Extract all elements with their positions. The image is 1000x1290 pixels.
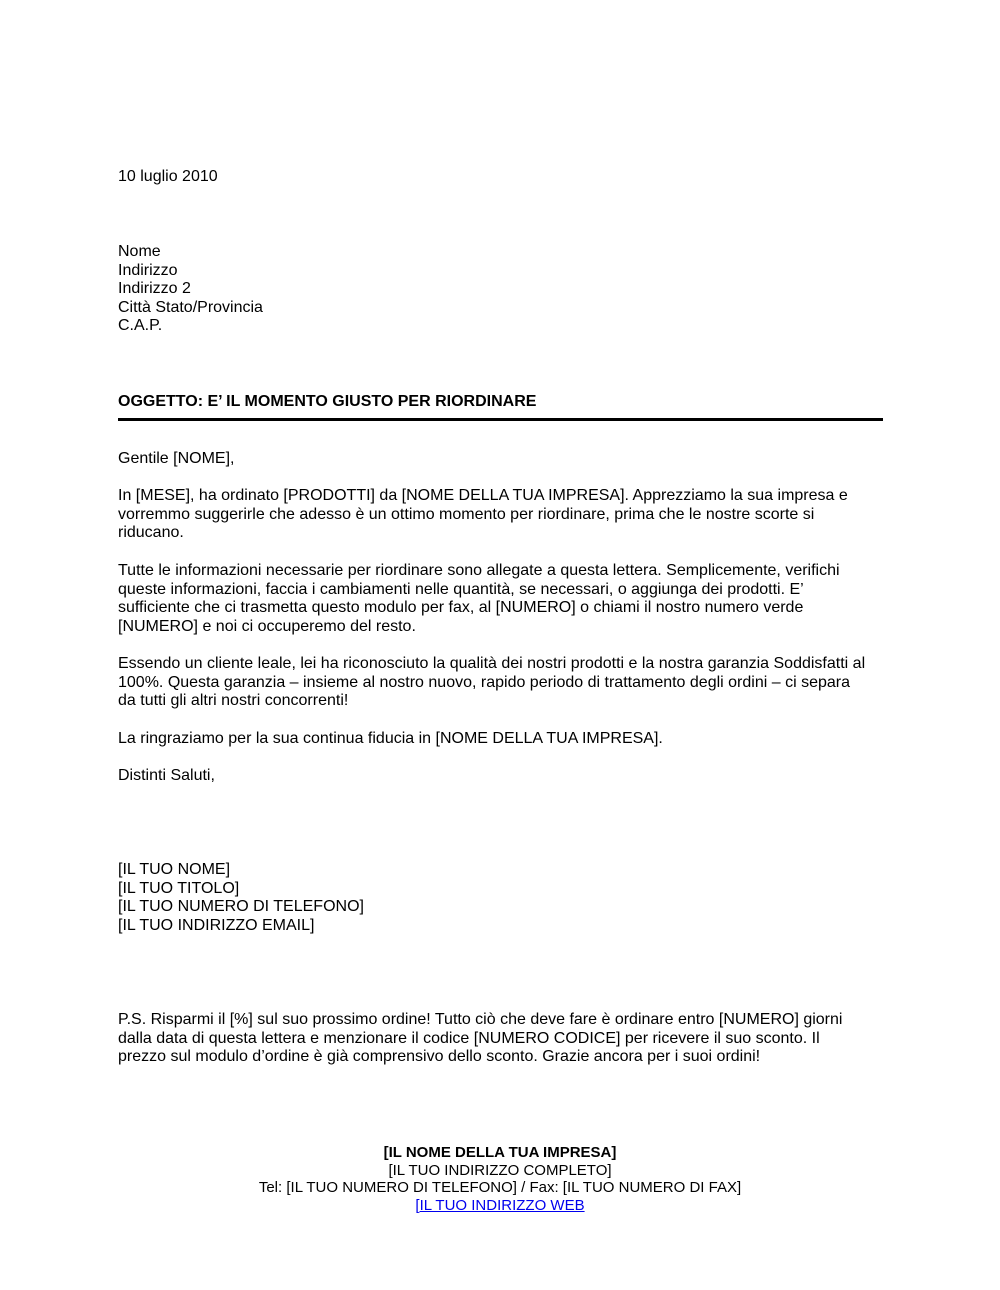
signature-block xyxy=(118,861,884,935)
closing-text: Distinti Saluti, xyxy=(118,767,215,784)
paragraph-line: La ringraziamo per la sua continua fiducia in [NOME DELLA TUA IMPRESA]. xyxy=(118,730,663,747)
postscript-line: dalla data di questa lettera e menzionare il codice [NUMERO CODICE] per ricevere il suo sconto. Il xyxy=(118,1029,820,1047)
paragraph-line: sufficiente che ci trasmetta questo modulo per fax, al [NUMERO] o chiami il nostro numero verde xyxy=(118,599,804,616)
letter-date xyxy=(118,168,884,187)
paragraph-line: Essendo un cliente leale, lei ha riconosciuto la qualità dei nostri prodotti e la nostra garanzia Soddisfatti al xyxy=(118,655,866,672)
recipient-name: Nome xyxy=(118,243,161,260)
recipient-address: Indirizzo xyxy=(118,261,178,279)
signature-phone: [IL TUO NUMERO DI TELEFONO] xyxy=(118,898,364,915)
paragraph-2 xyxy=(118,562,884,636)
signature-name: [IL TUO NOME] xyxy=(118,861,231,878)
paragraph-line: riducano. xyxy=(118,524,184,541)
date-text: 10 luglio 2010 xyxy=(118,168,218,185)
footer-web-wrapper xyxy=(0,1197,1000,1215)
paragraph-line: vorremmo suggerirle che adesso è un ottimo momento per riordinare, prima che le nostre scorte si xyxy=(118,505,815,523)
closing xyxy=(118,767,884,786)
paragraph-line: 100%. Questa garanzia – insieme al nostro nuovo, rapido periodo di trattamento degli ordini – ci separa xyxy=(118,673,850,691)
subject-divider xyxy=(118,418,883,421)
footer-company-name: [IL NOME DELLA TUA IMPRESA] xyxy=(383,1144,617,1161)
paragraph-line: queste informazioni, faccia i cambiamenti nelle quantità, se necessari, o aggiunga dei prodotti. E’ xyxy=(118,580,804,598)
postscript-line: prezzo sul modulo d’ordine è già comprensivo dello sconto. Grazie ancora per i suoi ordini! xyxy=(118,1048,761,1065)
salutation-text: Gentile [NOME], xyxy=(118,450,235,467)
paragraph-line: In [MESE], ha ordinato [PRODOTTI] da [NOME DELLA TUA IMPRESA]. Apprezziamo la sua impresa e xyxy=(118,487,848,504)
recipient-block xyxy=(118,243,884,336)
letterhead-footer xyxy=(0,1144,1000,1215)
footer-web-link[interactable]: [IL TUO INDIRIZZO WEB xyxy=(415,1197,585,1215)
recipient-address-2: Indirizzo 2 xyxy=(118,280,191,297)
paragraph-line: da tutti gli altri nostri concorrenti! xyxy=(118,692,349,709)
signature-title: [IL TUO TITOLO] xyxy=(118,879,240,897)
salutation xyxy=(118,450,884,469)
paragraph-1 xyxy=(118,487,884,543)
paragraph-4 xyxy=(118,730,884,749)
signature-email: [IL TUO INDIRIZZO EMAIL] xyxy=(118,916,315,934)
recipient-postal-code: C.A.P. xyxy=(118,317,163,334)
footer-address: [IL TUO INDIRIZZO COMPLETO] xyxy=(388,1161,612,1179)
postscript xyxy=(118,1011,884,1067)
footer-contacts: Tel: [IL TUO NUMERO DI TELEFONO] / Fax: [IL TUO NUMERO DI FAX] xyxy=(258,1179,742,1197)
paragraph-line: Tutte le informazioni necessarie per riordinare sono allegate a questa lettera. Semplicemente, verifichi xyxy=(118,562,840,579)
paragraph-line: [NUMERO] e noi ci occuperemo del resto. xyxy=(118,617,416,635)
subject-line xyxy=(118,393,884,412)
subject-text: OGGETTO: E’ IL MOMENTO GIUSTO PER RIORDINARE xyxy=(118,393,537,410)
recipient-city-state: Città Stato/Provincia xyxy=(118,298,263,316)
paragraph-3 xyxy=(118,655,884,711)
postscript-line: P.S. Risparmi il [%] sul suo prossimo ordine! Tutto ciò che deve fare è ordinare entro [NUMERO] giorni xyxy=(118,1011,843,1028)
